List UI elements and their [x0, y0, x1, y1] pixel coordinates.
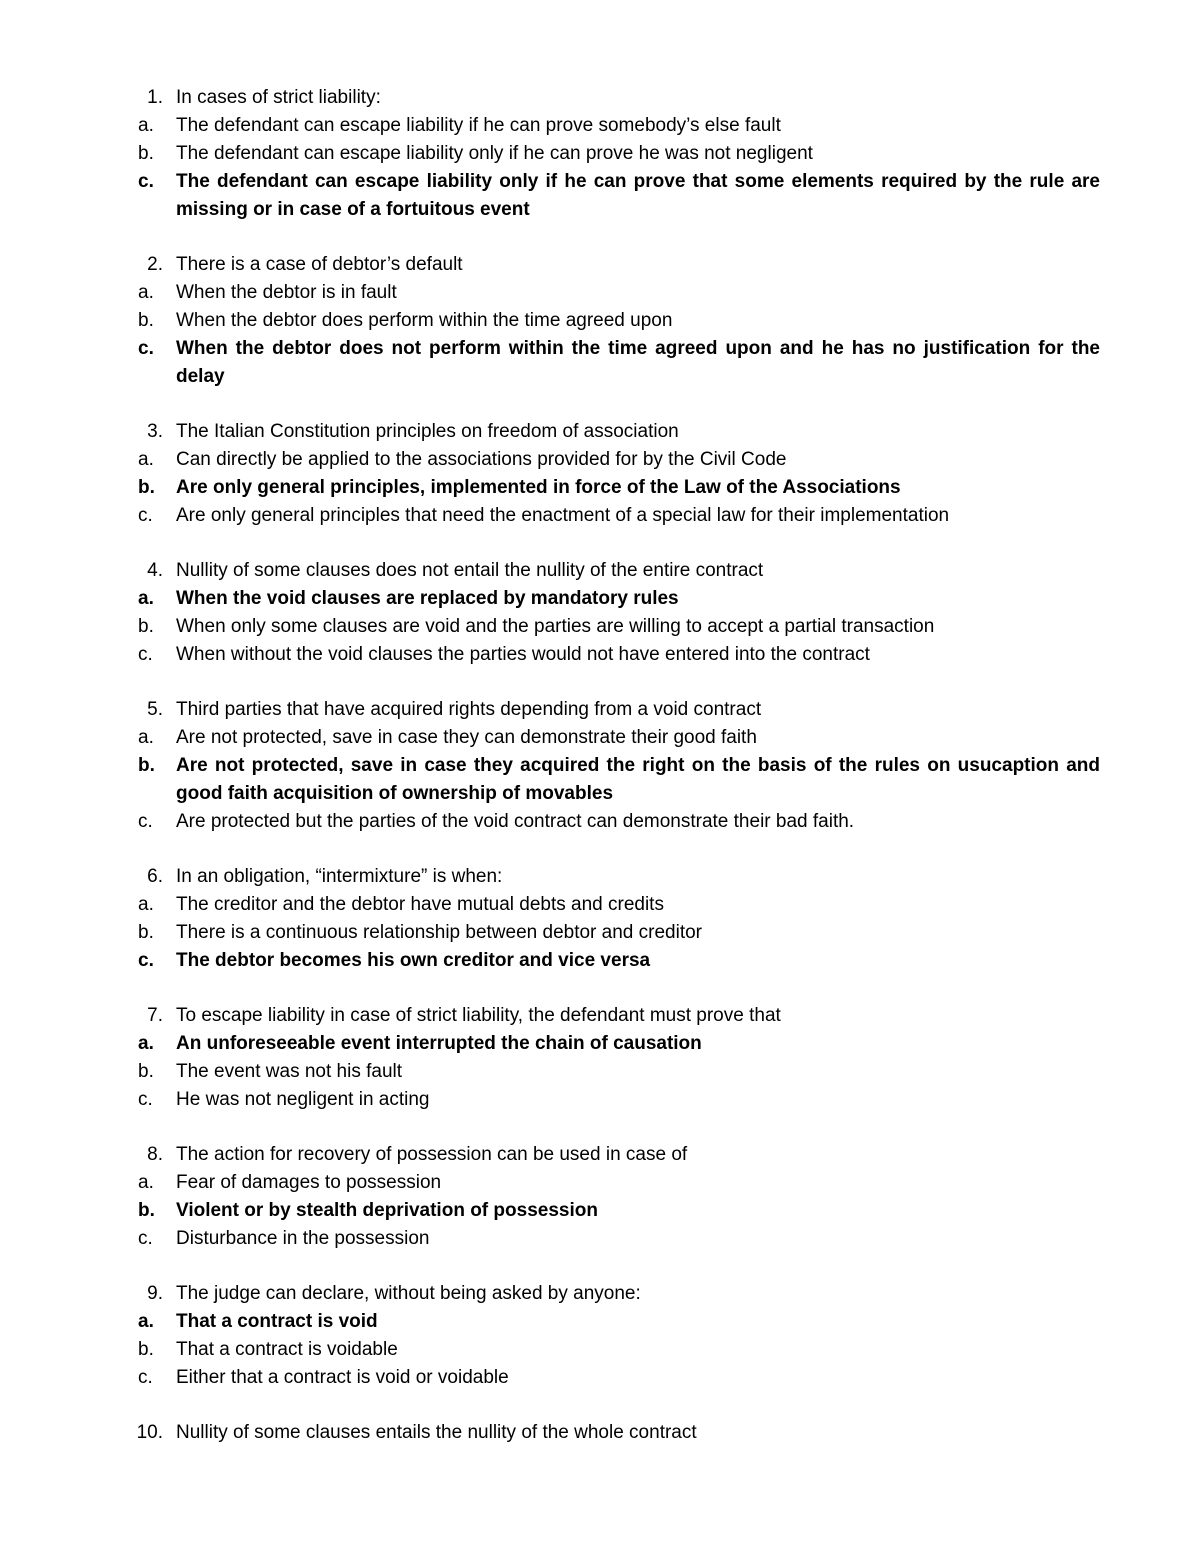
question-item — [135, 1002, 1100, 1114]
answer-option-correct — [135, 474, 1100, 502]
option-letter: b. — [138, 310, 154, 331]
question-number: 2. — [147, 254, 163, 275]
option-text: That a contract is voidable — [176, 1339, 398, 1360]
question-stem — [135, 84, 1100, 112]
option-text: Can directly be applied to the associations provided for by the Civil Code — [176, 449, 787, 470]
answer-option-correct — [135, 335, 1100, 391]
option-text: Are not protected, save in case they acquired the right on the basis of the rules on usucaption and good faith acquisition of ownership of movables — [176, 755, 1100, 804]
question-list — [135, 84, 1100, 1474]
option-text: When the debtor is in fault — [176, 282, 397, 303]
option-letter: b. — [138, 616, 154, 637]
answer-option — [135, 1058, 1100, 1086]
option-text: When only some clauses are void and the parties are willing to accept a partial transaction — [176, 616, 935, 637]
option-text: Are only general principles, implemented in force of the Law of the Associations — [176, 477, 901, 498]
question-number: 3. — [147, 421, 163, 442]
option-text: The creditor and the debtor have mutual debts and credits — [176, 894, 664, 915]
option-letter: c. — [138, 811, 153, 832]
option-letter: c. — [138, 505, 153, 526]
option-text: An unforeseeable event interrupted the chain of causation — [176, 1033, 702, 1054]
answer-option — [135, 1225, 1100, 1253]
question-number: 10. — [136, 1422, 163, 1443]
option-text: He was not negligent in acting — [176, 1089, 430, 1110]
question-number: 4. — [147, 560, 163, 581]
option-text: Fear of damages to possession — [176, 1172, 442, 1193]
question-item — [135, 696, 1100, 836]
question-stem — [135, 863, 1100, 891]
question-stem — [135, 1280, 1100, 1308]
question-text: The action for recovery of possession can be used in case of — [176, 1144, 688, 1165]
option-letter: b. — [138, 143, 154, 164]
answer-option — [135, 891, 1100, 919]
answer-option-correct — [135, 1308, 1100, 1336]
answer-option — [135, 446, 1100, 474]
option-text: Either that a contract is void or voidable — [176, 1367, 509, 1388]
option-letter: b. — [138, 1200, 155, 1221]
answer-option — [135, 613, 1100, 641]
option-text: The defendant can escape liability only if he can prove that some elements required by the rule are missing or in case of a fortuitous event — [176, 171, 1100, 220]
question-text: Third parties that have acquired rights depending from a void contract — [176, 699, 762, 720]
option-letter: b. — [138, 1339, 154, 1360]
question-item — [135, 863, 1100, 975]
option-letter: c. — [138, 644, 153, 665]
question-number: 1. — [147, 87, 163, 108]
answer-option-correct — [135, 947, 1100, 975]
option-text: When the void clauses are replaced by mandatory rules — [176, 588, 679, 609]
option-letter: a. — [138, 1172, 154, 1193]
answer-option-correct — [135, 1197, 1100, 1225]
question-text: In cases of strict liability: — [176, 87, 381, 108]
question-text: Nullity of some clauses entails the nullity of the whole contract — [176, 1422, 697, 1443]
option-letter: c. — [138, 1089, 153, 1110]
question-stem — [135, 1419, 1100, 1447]
option-text: Violent or by stealth deprivation of possession — [176, 1200, 598, 1221]
option-text: When the debtor does perform within the time agreed upon — [176, 310, 673, 331]
question-text: Nullity of some clauses does not entail the nullity of the entire contract — [176, 560, 764, 581]
question-number: 5. — [147, 699, 163, 720]
option-letter: b. — [138, 1061, 154, 1082]
option-letter: b. — [138, 755, 155, 776]
option-letter: a. — [138, 115, 154, 136]
answer-option — [135, 808, 1100, 836]
question-stem — [135, 1141, 1100, 1169]
option-letter: a. — [138, 282, 154, 303]
question-number: 7. — [147, 1005, 163, 1026]
question-item — [135, 1141, 1100, 1253]
question-text: The judge can declare, without being asked by anyone: — [176, 1283, 641, 1304]
question-text: To escape liability in case of strict liability, the defendant must prove that — [176, 1005, 781, 1026]
question-text: There is a case of debtor’s default — [176, 254, 463, 275]
answer-option — [135, 1364, 1100, 1392]
answer-option-correct — [135, 752, 1100, 808]
question-item — [135, 84, 1100, 224]
option-text: That a contract is void — [176, 1311, 378, 1332]
option-letter: a. — [138, 449, 154, 470]
option-letter: b. — [138, 477, 155, 498]
answer-option-correct — [135, 1030, 1100, 1058]
answer-option — [135, 502, 1100, 530]
option-letter: c. — [138, 1367, 153, 1388]
question-item — [135, 251, 1100, 391]
question-text: The Italian Constitution principles on freedom of association — [176, 421, 679, 442]
answer-option — [135, 307, 1100, 335]
option-letter: c. — [138, 950, 154, 971]
question-number: 9. — [147, 1283, 163, 1304]
question-number: 8. — [147, 1144, 163, 1165]
option-letter: a. — [138, 894, 154, 915]
option-text: When without the void clauses the parties would not have entered into the contract — [176, 644, 870, 665]
question-item — [135, 557, 1100, 669]
answer-option — [135, 112, 1100, 140]
answer-option — [135, 1169, 1100, 1197]
option-letter: a. — [138, 588, 154, 609]
answer-option-correct — [135, 585, 1100, 613]
option-letter: b. — [138, 922, 154, 943]
question-stem — [135, 418, 1100, 446]
option-text: The event was not his fault — [176, 1061, 403, 1082]
option-text: The defendant can escape liability only if he can prove he was not negligent — [176, 143, 813, 164]
option-text: Disturbance in the possession — [176, 1228, 430, 1249]
question-stem — [135, 1002, 1100, 1030]
answer-option — [135, 279, 1100, 307]
option-letter: a. — [138, 1033, 154, 1054]
answer-option — [135, 1336, 1100, 1364]
option-text: The debtor becomes his own creditor and vice versa — [176, 950, 651, 971]
question-item — [135, 1280, 1100, 1392]
answer-option-correct — [135, 168, 1100, 224]
option-letter: c. — [138, 338, 154, 359]
answer-option — [135, 919, 1100, 947]
question-stem — [135, 696, 1100, 724]
question-item — [135, 418, 1100, 530]
option-text: When the debtor does not perform within the time agreed upon and he has no justification for the delay — [176, 338, 1100, 387]
option-text: The defendant can escape liability if he can prove somebody’s else fault — [176, 115, 781, 136]
option-text: There is a continuous relationship between debtor and creditor — [176, 922, 702, 943]
answer-option — [135, 641, 1100, 669]
option-letter: c. — [138, 171, 154, 192]
option-letter: a. — [138, 727, 154, 748]
option-letter: c. — [138, 1228, 153, 1249]
option-text: Are only general principles that need the enactment of a special law for their implementation — [176, 505, 950, 526]
option-text: Are protected but the parties of the void contract can demonstrate their bad faith. — [176, 811, 855, 832]
question-text: In an obligation, “intermixture” is when: — [176, 866, 503, 887]
option-text: Are not protected, save in case they can demonstrate their good faith — [176, 727, 757, 748]
question-stem — [135, 251, 1100, 279]
option-letter: a. — [138, 1311, 154, 1332]
answer-option — [135, 724, 1100, 752]
question-item — [135, 1419, 1100, 1447]
question-stem — [135, 557, 1100, 585]
question-number: 6. — [147, 866, 163, 887]
answer-option — [135, 140, 1100, 168]
answer-option — [135, 1086, 1100, 1114]
